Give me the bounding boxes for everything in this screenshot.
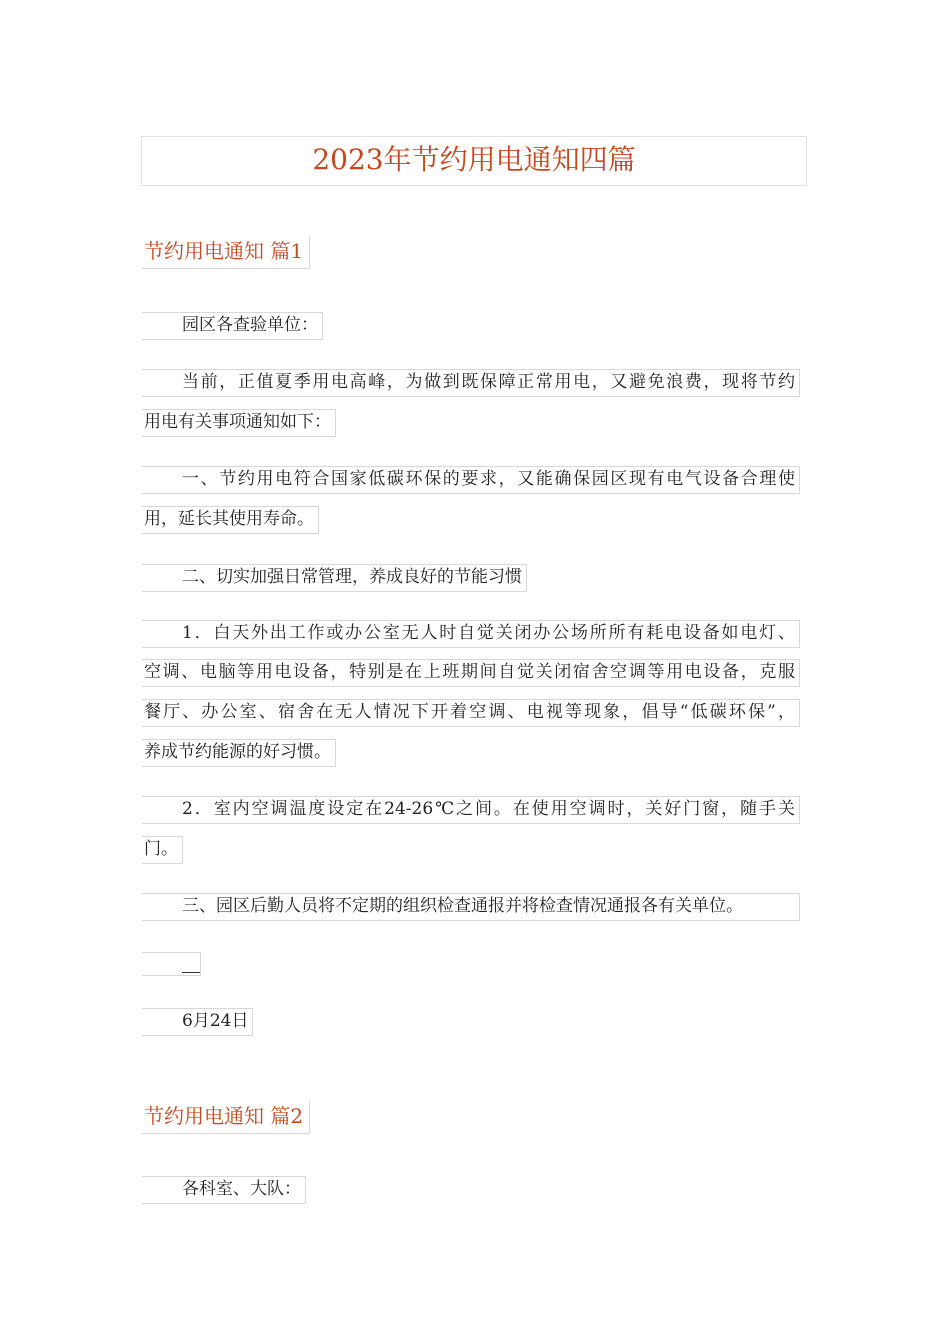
section-heading-1: 节约用电通知 篇1 bbox=[142, 236, 310, 269]
salutation-2: 各科室、大队： bbox=[142, 1176, 306, 1204]
notice-date: 6月24日 bbox=[142, 1008, 253, 1036]
paragraph-2-line-2: 用，延长其使用寿命。 bbox=[142, 506, 319, 534]
paragraph-4-line-4: 养成节约能源的好习惯。 bbox=[142, 739, 336, 767]
paragraph-4-line-2: 空调、电脑等用电设备，特别是在上班期间自觉关闭宿舍空调等用电设备，克服 bbox=[142, 659, 800, 687]
paragraph-1-line-1: 当前，正值夏季用电高峰，为做到既保障正常用电，又避免浪费，现将节约 bbox=[142, 369, 800, 397]
paragraph-4-line-1: 1．白天外出工作或办公室无人时自觉关闭办公场所所有耗电设备如电灯、 bbox=[142, 620, 800, 648]
paragraph-3: 二、切实加强日常管理，养成良好的节能习惯 bbox=[142, 564, 527, 592]
paragraph-6: 三、园区后勤人员将不定期的组织检查通报并将检查情况通报各有关单位。 bbox=[142, 893, 800, 921]
signature-underline bbox=[182, 972, 200, 973]
paragraph-5-line-2: 门。 bbox=[142, 836, 183, 864]
page-title: 2023年节约用电通知四篇 bbox=[141, 136, 807, 186]
paragraph-1-line-2: 用电有关事项通知如下： bbox=[142, 409, 336, 437]
paragraph-5-line-1: 2．室内空调温度设定在24-26℃之间。在使用空调时，关好门窗，随手关 bbox=[142, 796, 800, 824]
paragraph-4-line-3: 餐厅、办公室、宿舍在无人情况下开着空调、电视等现象，倡导“低碳环保”， bbox=[142, 699, 800, 727]
salutation-1: 园区各查验单位： bbox=[142, 312, 323, 340]
section-heading-2: 节约用电通知 篇2 bbox=[142, 1101, 310, 1134]
paragraph-2-line-1: 一、节约用电符合国家低碳环保的要求，又能确保园区现有电气设备合理使 bbox=[142, 466, 800, 494]
